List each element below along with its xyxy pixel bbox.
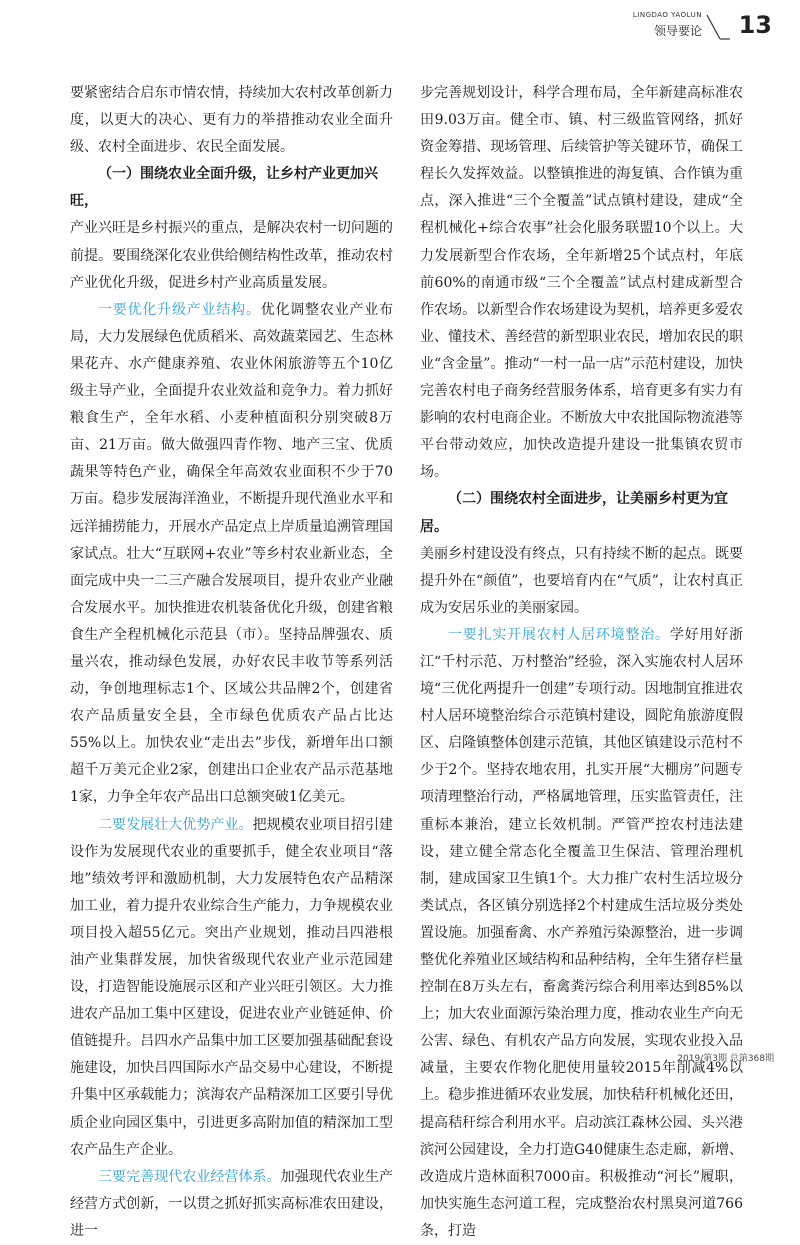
section-pinyin: LINGDAO YAOLUN	[632, 11, 702, 19]
paragraph-continued: 步完善规划设计，科学合理布局，全年新建高标准农田9.03万亩。健全市、镇、村三级监管网络，抓好资金筹措、现场管理、后续管护等关键环节，确保工程长久发挥效益。以整镇推进的海复镇、合作镇为重点，深入推进“三个全覆盖”试点镇村建设，建成“全程机械化+综合农事”社会化服务联盟10个以上。大力发展新型合作农场，全年新增25个试点村，年底前60%的南通市级“三个全覆盖”试点村建成新型合作农场。以新型合作农场建设为契机，培养更多爱农业、懂技术、善经营的新型职业农民，增加农民的职业“含金量”。推动“一村一品一店”示范村建设，加快完善农村电子商务经营服务体系，培育更多有实力有影响的农村电商企业。不断放大中农批国际物流港等平台带动效应，加快改造提升建设一批集镇农贸市场。	[420, 85, 743, 481]
section-title: 领导要论	[653, 24, 702, 38]
issue-footer: 2019/第3期 总第368期	[677, 1054, 774, 1064]
paragraph-structure: 一要优化升级产业结构。优化调整农业产业布局，大力发展绿色优质稻米、高效蔬菜园艺、生态林果花卉、水产健康养殖、农业休闲旅游等五个10亿级主导产业，全面提升农业效益和竞争力。着力抓好粮食生产，全年水稻、小麦种植面积分别突破8万亩、21万亩。做大做强四青作物、地产三宝、优质蔬果等特色产业，确保全年高效农业面积不少于70万亩。稳步发展海洋渔业，不断提升现代渔业水平和远洋捕捞能力，开展水产品定点上岸质量追溯管理国家试点。壮大“互联网+农业”等乡村农业新业态，全面完成中央一二三产融合发展项目，提升农业产业融合发展水平。加快推进农机装备优化升级，创建省粮食生产全程机械化示范县（市）。坚持品牌强农、质量兴农，推动绿色发展，办好农民丰收节等系列活动，争创地理标志1个、区域公共品牌2个，创建省农产品质量安全县，全市绿色优质农产品占比达55%以上。加快农业“走出去”步伐，新增年出口额超千万美元企业2家，创建出口企业农产品示范基地1家，力争全年农产品出口总额突破1亿美元。	[70, 301, 394, 806]
page-number: 13	[738, 11, 772, 39]
section-heading-2: （二）围绕农村全面进步，让美丽乡村更为宜居。	[420, 491, 728, 535]
section-heading-1: （一）围绕农业全面升级，让乡村产业更加兴旺，	[70, 166, 378, 210]
paragraph-environment: 一要扎实开展农村人居环境整治。学好用好浙江“千村示范、万村整治”经验，深入实施农村人居环境“三优化两提升一创建”专项行动。因地制宜推进农村人居环境整治综合示范镇村建设，圆陀角旅游度假区、启隆镇整体创建示范镇，其他区镇建设示范村不少于2个。坚持农地农用，扎实开展“大棚房”问题专项清理整治行动，严格属地管理，压实监管责任，注重标本兼治，建立长效机制。严管严控农村违法建设，建立健全常态化全覆盖卫生保洁、管理治理机制，建成国家卫生镇1个。大力推广农村生活垃圾分类试点，各区镇分别选择2个村建成生活垃圾分类处置设施。加强畜禽、水产养殖污染源整治，进一步调整优化养殖业区域结构和品种结构，全年生猪存栏量控制在8万头左右，畜禽粪污综合利用率达到85%以上；加大农业面源污染治理力度，推动农业生产向无公害、绿色、有机农产品方向发展，实现农业投入品减量，主要农作物化肥使用量较2015年削减4%以上。稳步推进循环农业发展，加快秸秆机械化还田，提高秸秆综合利用水平。启动滨江森林公园、头兴港滨河公园建设，全力打造G40健康生态走廊，新增、改造成片造林面积7000亩。积极推动“河长”履职，加快实施生态河道工程，完成整治农村黑臭河道766条，打造	[420, 626, 744, 1239]
lead-phrase: 二要发展壮大优势产业。	[98, 816, 253, 833]
lead-phrase: 三要完善现代农业经营体系。	[98, 1168, 281, 1185]
right-column	[420, 80, 743, 1245]
paragraph-industry: 产业兴旺是乡村振兴的重点，是解决农村一切问题的前提。要围绕深化农业供给侧结构性改革，推动农村产业优化升级，促进乡村产业高质量发展。	[70, 220, 393, 291]
paragraph-intro: 要紧密结合启东市情农情，持续加大农村改革创新力度，以更大的决心、更有力的举措推动农业全面升级、农村全面进步、农民全面发展。	[70, 85, 393, 156]
paragraph-advantage: 二要发展壮大优势产业。把规模农业项目招引建设作为发展现代农业的重要抓手，健全农业项目“落地”绩效考评和激励机制，大力发展特色农产品精深加工业，着力提升农业综合生产能力，力争规模农业项目投入超55亿元。突出产业规划，推动吕四港根油产业集群发展，加快省级现代农业产业示范园建设，打造智能设施展示区和产业兴旺引领区。大力推进农产品加工集中区建设，促进农业产业链延伸、价值链提升。吕四水产品集中加工区要加强基础配套设施建设，加快吕四国际水产品交易中心建设，不断提升集中区承载能力；滨海农产品精深加工区要引导优质企业向园区集中，引进更多高附加值的精深加工型农产品生产企业。	[70, 816, 394, 1158]
lead-phrase: 一要优化升级产业结构。	[98, 301, 261, 318]
page-header	[604, 10, 774, 40]
paragraph-village: 美丽乡村建设没有终点，只有持续不断的起点。既要提升外在“颜值”，也要培育内在“气质”，让农村真正成为安居乐业的美丽家园。	[420, 545, 743, 616]
left-column	[70, 80, 393, 1245]
slash-divider-icon	[704, 14, 730, 40]
paragraph-operation: 三要完善现代农业经营体系。加强现代农业生产经营方式创新，一以贯之抓好抓实高标准农田建设，进一	[70, 1168, 394, 1239]
lead-phrase: 一要扎实开展农村人居环境整治。	[448, 626, 670, 643]
